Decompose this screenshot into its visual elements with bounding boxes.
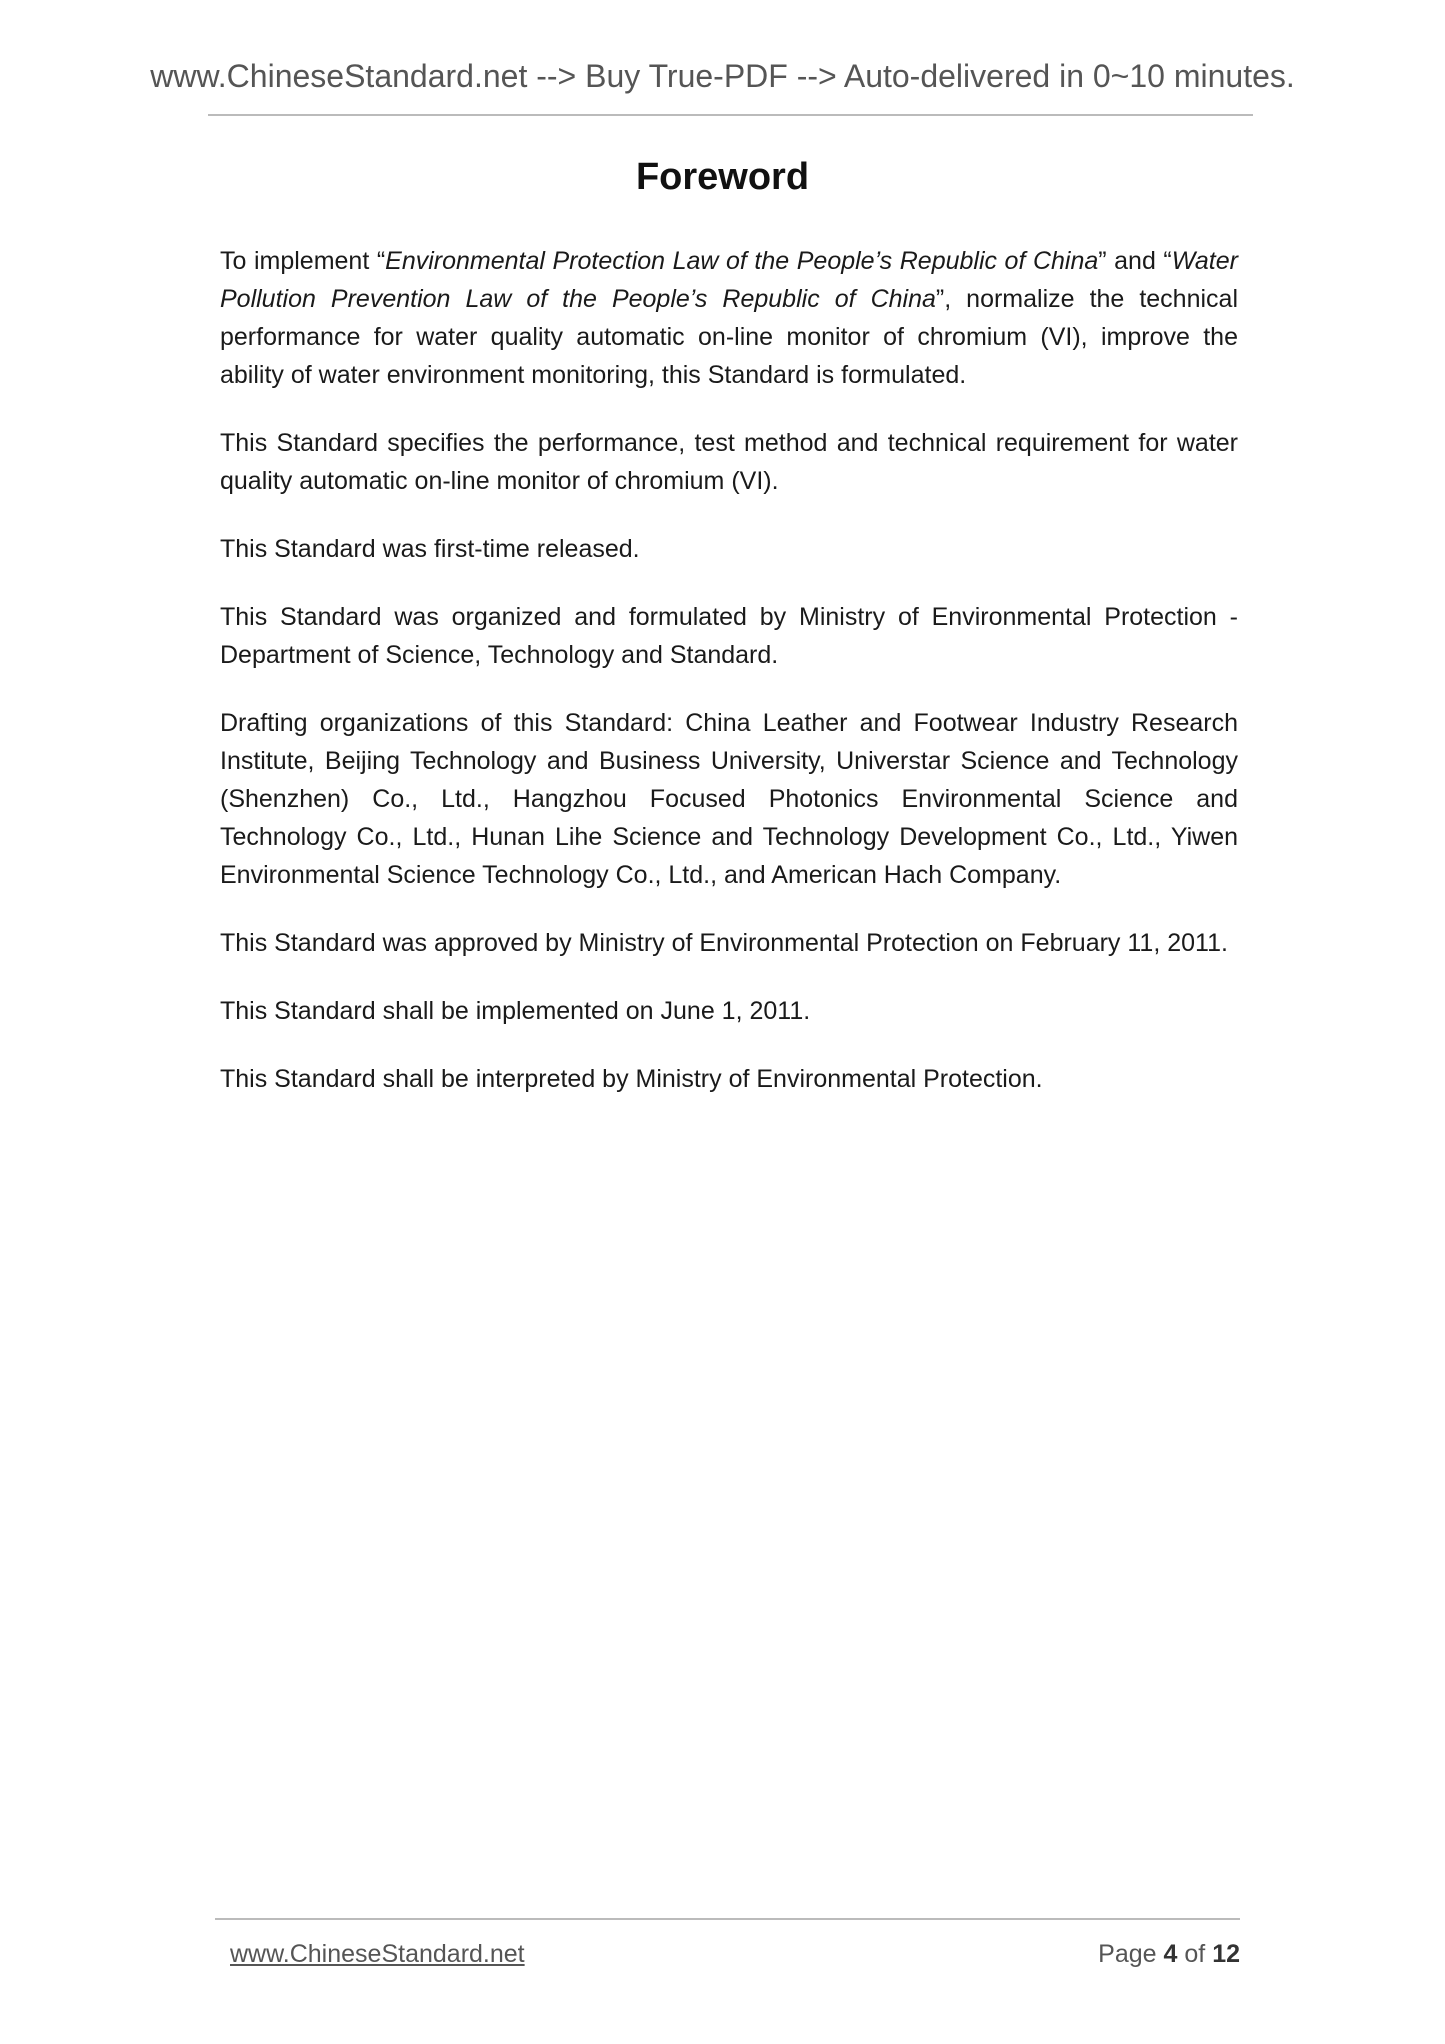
- law-title-water-pollution: Water Pollution Prevention Law of the People’s Republic of China: [220, 247, 1238, 313]
- paragraph-7: This Standard shall be implemented on June 1, 2011.: [220, 997, 811, 1025]
- paragraph-1-mid: ” and “: [1098, 247, 1172, 275]
- paragraph-1-lead: To implement “: [220, 247, 386, 275]
- paragraph-3: This Standard was first-time released.: [220, 535, 640, 563]
- page-label: Page: [1098, 1940, 1157, 1968]
- paragraph-2: This Standard specifies the performance, test method and technical requirement for water quality automatic on-line monitor of chromium (VI).: [220, 429, 1238, 495]
- page-title: Foreword: [635, 156, 810, 198]
- page-total: 12: [1212, 1940, 1240, 1968]
- header-divider: [208, 114, 1253, 116]
- page-header-banner: www.ChineseStandard.net --> Buy True-PDF --> Auto-delivered in 0~10 minutes.: [150, 58, 1295, 94]
- paragraph-1: [220, 242, 1238, 394]
- page-current: 4: [1163, 1940, 1178, 1968]
- paragraph-6: This Standard was approved by Ministry of Environmental Protection on February 11, 2011.: [220, 929, 1228, 957]
- paragraph-8: This Standard shall be interpreted by Ministry of Environmental Protection.: [220, 1065, 1043, 1093]
- law-title-environmental: Environmental Protection Law of the People’s Republic of China: [385, 247, 1099, 275]
- page-number: [1098, 1938, 1240, 1970]
- paragraph-1-tail: ”, normalize the technical performance for water quality automatic on-line monitor of chromium (VI), improve the ability of water environment monitoring, this Standard is formulated.: [220, 285, 1239, 389]
- page-of: of: [1184, 1940, 1206, 1968]
- footer-divider: [215, 1918, 1240, 1920]
- footer-website-link[interactable]: www.ChineseStandard.net: [230, 1940, 525, 1968]
- paragraph-5: Drafting organizations of this Standard: China Leather and Footwear Industry Research Institute, Beijing Technology and Business University, Universtar Science and Technology (Shenzhen) Co., Ltd., Hangzhou Focused Photonics Environmental Science and Technology Co., Ltd., Hunan Lihe Science and Technology Development Co., Ltd., Yiwen Environmental Science Technology Co., Ltd., and American Hach Company.: [220, 709, 1238, 889]
- paragraph-4: This Standard was organized and formulated by Ministry of Environmental Protection - Department of Science, Technology and Standard.: [220, 603, 1238, 669]
- document-body: [220, 242, 1238, 1128]
